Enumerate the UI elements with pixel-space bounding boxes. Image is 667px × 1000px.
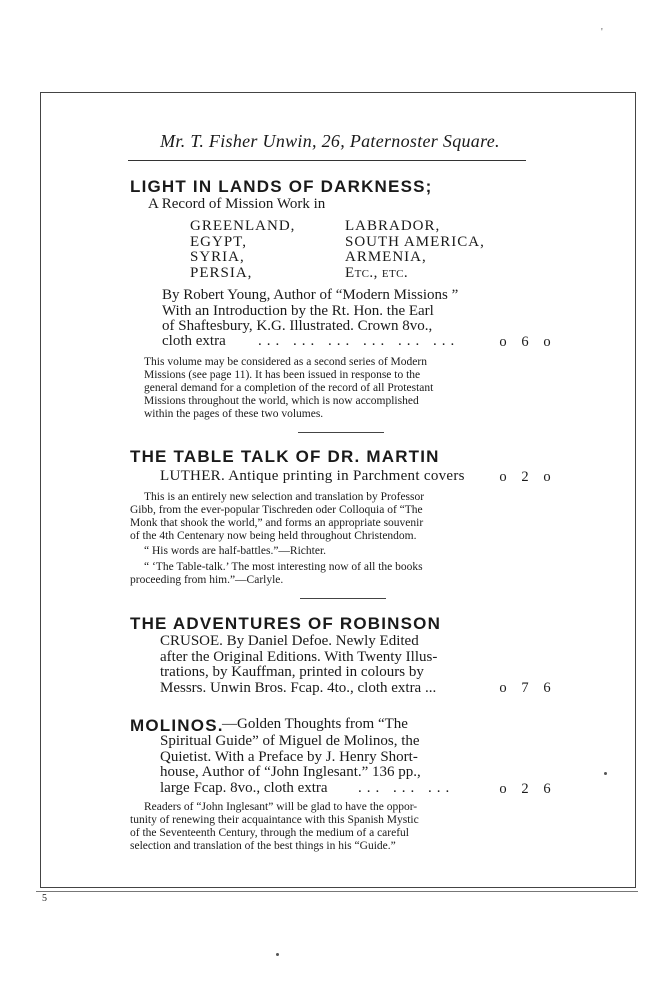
entry-3-line-3: trations, by Kauffman, printed in colours by — [160, 664, 424, 680]
price-pence: 6 — [543, 680, 551, 696]
entry-3-line-2: after the Original Editions. With Twenty Illus- — [160, 649, 438, 665]
price-pounds: o — [499, 680, 507, 696]
entry-4-note-2: tunity of renewing their acquaintance with this Spanish Mystic — [130, 814, 419, 826]
page-number: 5 — [42, 893, 47, 904]
entry-1-note-2: Missions (see page 11). It has been issued in response to the — [144, 369, 421, 381]
entry-4-line-3: Quietist. With a Preface by J. Henry Short- — [160, 749, 418, 765]
entry-1-dot-leader: ... ... ... ... ... ... — [258, 333, 460, 349]
entry-1-byline-3: of Shaftesbury, K.G. Illustrated. Crown 8vo., — [162, 318, 433, 334]
price-pence: o — [543, 469, 551, 485]
entry-3-line-4: Messrs. Unwin Bros. Fcap. 4to., cloth extra ... — [160, 680, 437, 696]
place-item: EGYPT, — [190, 233, 247, 250]
entry-2-line: LUTHER. Antique printing in Parchment covers — [160, 468, 465, 484]
entry-1-byline-4: cloth extra — [162, 333, 226, 349]
entry-1-note-3: general demand for a completion of the record of all Protestant — [144, 382, 434, 394]
entry-1-title: LIGHT IN LANDS OF DARKNESS; — [130, 177, 433, 196]
bottom-rule — [36, 891, 638, 892]
entry-2-note-4: of the 4th Centenary now being held throughout Christendom. — [130, 530, 417, 542]
entry-4-line-2: Spiritual Guide” of Miguel de Molinos, the — [160, 733, 420, 749]
running-head: Mr. T. Fisher Unwin, 26, Paternoster Square. — [160, 131, 500, 151]
entry-2-note-2: Gibb, from the ever-popular Tischreden oder Colloquia of “The — [130, 504, 423, 516]
entry-4-note-3: of the Seventeenth Century, through the medium of a careful — [130, 827, 409, 839]
place-item: ARMENIA, — [345, 249, 427, 265]
entry-4-line-5: large Fcap. 8vo., cloth extra — [160, 780, 328, 796]
entry-2-quote-2b: proceeding from him.”—Carlyle. — [130, 574, 284, 586]
entry-2-note-3: Monk that shook the world,” and forms an appropriate souvenir — [130, 517, 424, 529]
entry-4-line-1: —Golden Thoughts from “The — [222, 716, 408, 732]
entry-3-line-1: CRUSOE. By Daniel Defoe. Newly Edited — [160, 633, 419, 649]
print-speck — [276, 953, 279, 956]
price-pounds: o — [499, 334, 507, 350]
entry-1-byline-2: With an Introduction by the Rt. Hon. the Earl — [162, 303, 434, 319]
entry-2-note-1: This is an entirely new selection and translation by Professor — [144, 491, 425, 503]
entry-3-title: THE ADVENTURES OF ROBINSON — [130, 614, 442, 633]
price-pence: o — [543, 334, 551, 350]
price-shillings: 2 — [521, 469, 529, 485]
entry-1-price — [492, 334, 558, 351]
entry-4-note-1: Readers of “John Inglesant” will be glad to have the oppor- — [144, 801, 418, 813]
place-item: LABRADOR, — [345, 218, 441, 234]
entry-4-title: MOLINOS. — [130, 716, 224, 735]
entry-3-price — [492, 680, 558, 697]
place-item: SYRIA, — [190, 249, 245, 265]
price-pounds: o — [499, 469, 507, 485]
entry-4-note-4: selection and translation of the best things in his “Guide.” — [130, 840, 396, 852]
place-item: GREENLAND, — [190, 218, 296, 234]
corner-mark: ' — [601, 27, 603, 38]
entry-1-subtitle: A Record of Mission Work in — [148, 196, 326, 212]
price-shillings: 2 — [521, 781, 529, 797]
print-speck — [604, 772, 607, 775]
price-pence: 6 — [543, 781, 551, 797]
place-item: PERSIA, — [190, 264, 253, 281]
entry-1-places-left — [190, 219, 295, 281]
entry-2-quote-1: “ His words are half-battles.”—Richter. — [144, 545, 327, 557]
entry-4-line-4: house, Author of “John Inglesant.” 136 pp., — [160, 764, 421, 780]
place-item: Etc., etc. — [345, 264, 408, 281]
entry-1-byline-1: By Robert Young, Author of “Modern Missions ” — [162, 287, 459, 303]
section-divider — [300, 598, 386, 599]
entry-1-note-1: This volume may be considered as a second series of Modern — [144, 356, 427, 368]
entry-1-note-5: within the pages of these two volumes. — [144, 408, 324, 420]
entry-2-title: THE TABLE TALK OF DR. MARTIN — [130, 447, 440, 466]
entry-2-quote-2a: “ ‘The Table-talk.’ The most interesting now of all the books — [144, 561, 423, 573]
entry-1-places-right — [345, 219, 485, 281]
section-divider — [298, 432, 384, 433]
price-pounds: o — [499, 781, 507, 797]
price-shillings: 6 — [521, 334, 529, 350]
entry-4-price — [492, 781, 558, 798]
price-shillings: 7 — [521, 680, 529, 696]
place-item: SOUTH AMERICA, — [345, 233, 485, 250]
entry-4-dot-leader: ... ... ... — [358, 780, 455, 796]
running-head-rule — [128, 160, 526, 161]
entry-1-note-4: Missions throughout the world, which is now accomplished — [144, 395, 419, 407]
entry-2-price — [492, 469, 558, 486]
